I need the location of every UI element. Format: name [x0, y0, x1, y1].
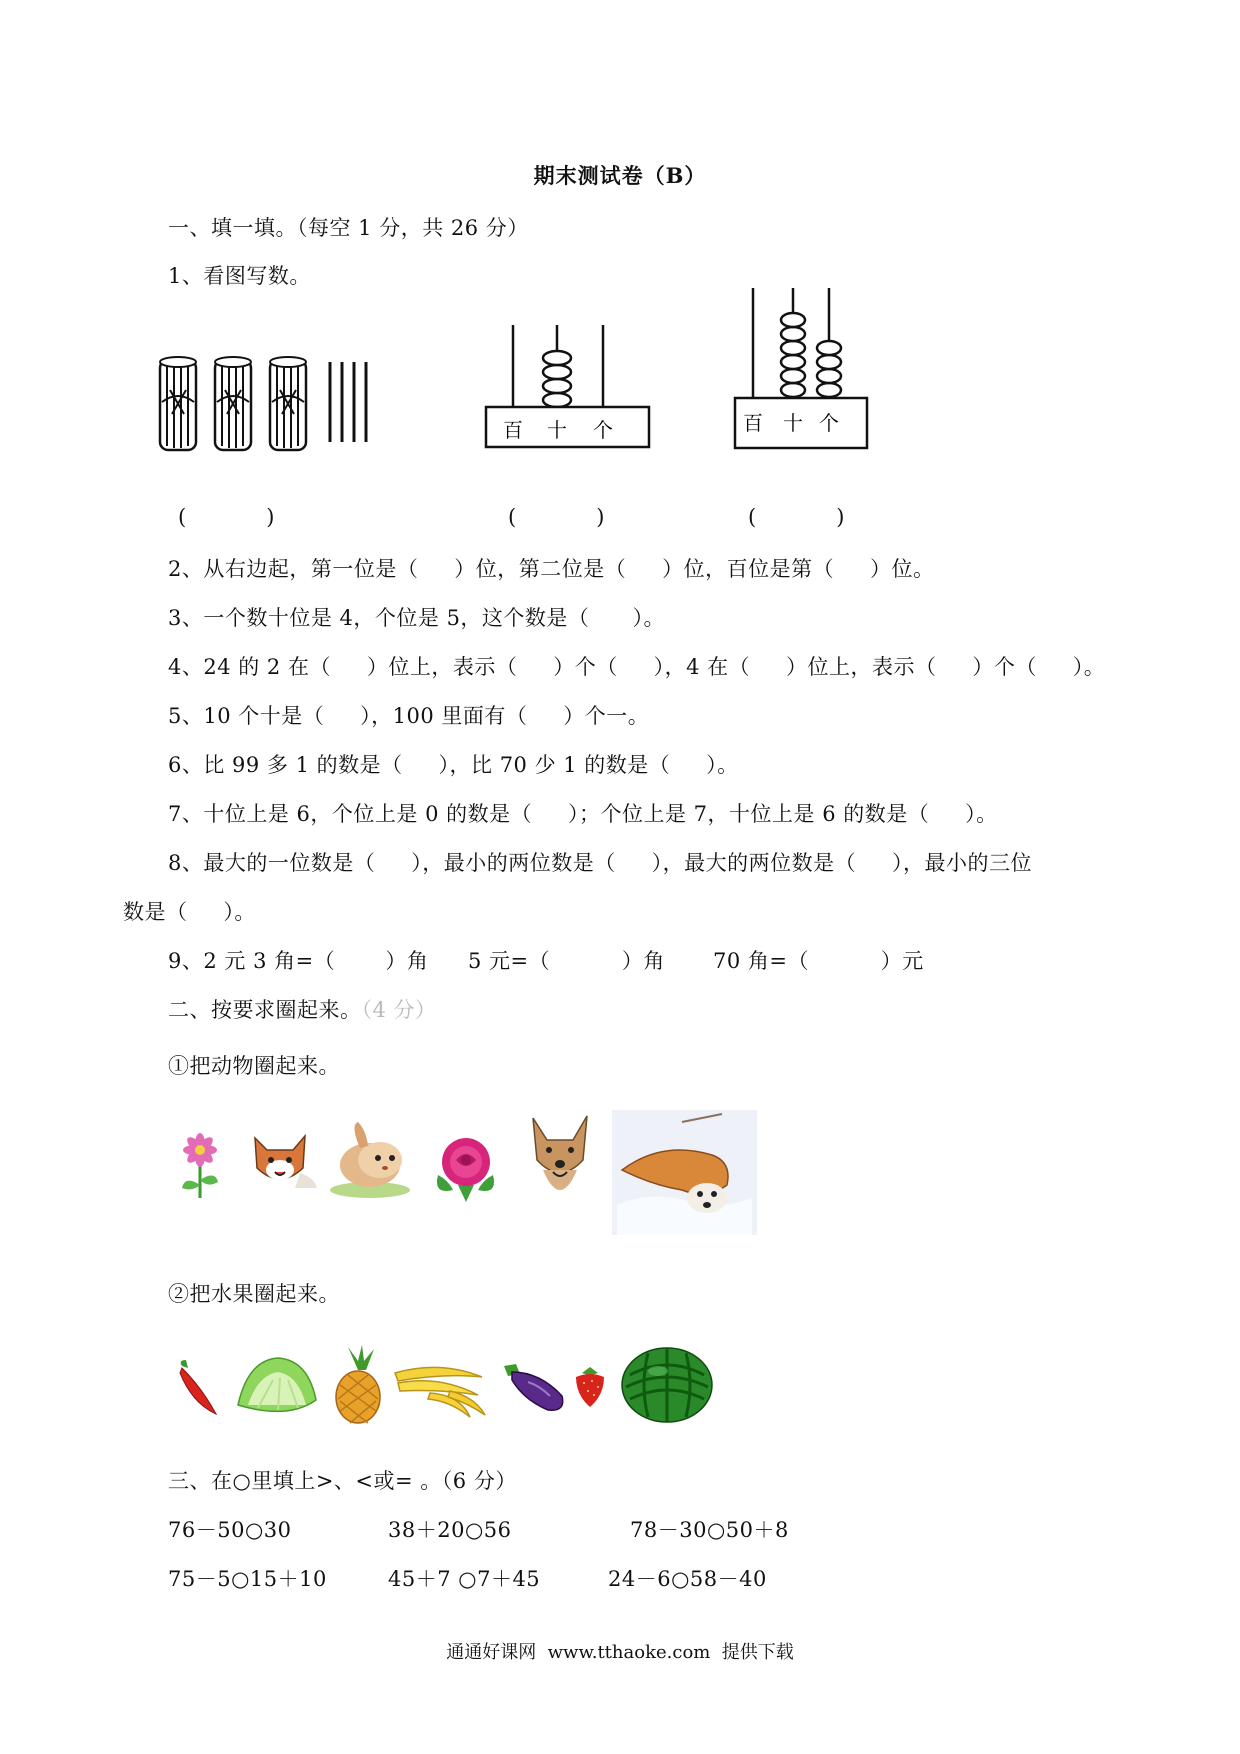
strawberry-icon	[570, 1365, 610, 1410]
abacus1-label-hundreds: 百	[503, 418, 523, 442]
answer-blank-1: ( )	[178, 505, 275, 529]
chili-pepper-icon	[172, 1358, 222, 1418]
dog-icon	[525, 1110, 595, 1210]
rose-icon	[428, 1130, 503, 1205]
abacus2-label-ones: 个	[819, 411, 839, 435]
question-1: 1、看图写数。	[168, 264, 311, 288]
question-9a: 9、2 元 3 角=（ ）角	[168, 949, 429, 973]
section2-title: 二、按要求圈起来。	[168, 998, 362, 1022]
stick-bundle-2	[215, 357, 251, 450]
page-footer: 通通好课网 www.tthaoke.com 提供下载	[446, 1642, 794, 1663]
watermelon-icon	[620, 1345, 715, 1425]
rabbit-icon	[320, 1120, 415, 1200]
compare-2-1: 75－5○15＋10	[168, 1567, 327, 1591]
pineapple-icon	[328, 1345, 388, 1425]
compare-2-2: 45＋7 ○7＋45	[388, 1567, 541, 1591]
question-9c: 70 角=（ ）元	[713, 949, 924, 973]
abacus2-label-tens: 十	[783, 411, 803, 435]
question-3: 3、一个数十位是 4，个位是 5，这个数是（ ）。	[168, 606, 665, 630]
compare-1-1: 76－50○30	[168, 1518, 292, 1542]
compare-1-3: 78－30○50＋8	[630, 1518, 789, 1542]
cabbage-icon	[228, 1350, 323, 1422]
section2-heading	[168, 994, 437, 1024]
stick-bundle-3	[270, 357, 306, 450]
abacus1-label-ones: 个	[593, 418, 613, 442]
abacus-figure-1	[480, 315, 655, 455]
question-6: 6、比 99 多 1 的数是（ ），比 70 少 1 的数是（ ）。	[168, 753, 739, 777]
question-4: 4、24 的 2 在（ ）位上，表示（ ）个（ ），4 在（ ）位上，表示（ ）个（ ）。	[168, 655, 1106, 679]
abacus1-tens-beads	[543, 351, 571, 407]
question-8-line2: 数是（ ）。	[123, 900, 256, 924]
section2-sub1: ①把动物圈起来。	[168, 1054, 340, 1078]
question-5: 5、10 个十是（ ），100 里面有（ ）个一。	[168, 704, 650, 728]
question-2: 2、从右边起，第一位是（ ）位，第二位是（ ）位，百位是第（ ）位。	[168, 557, 935, 581]
banana-icon	[390, 1355, 490, 1420]
abacus1-label-tens: 十	[547, 418, 567, 442]
question-8-line1: 8、最大的一位数是（ ），最小的两位数是（ ），最大的两位数是（ ），最小的三位	[168, 851, 1032, 875]
question-7: 7、十位上是 6，个位上是 0 的数是（ ）；个位上是 7，十位上是 6 的数是（ ）。	[168, 802, 998, 826]
single-sticks	[330, 362, 366, 442]
compare-1-2: 38＋20○56	[388, 1518, 512, 1542]
cat-icon	[245, 1128, 320, 1193]
abacus2-tens-beads	[781, 313, 805, 397]
page-title: 期末测试卷（B）	[533, 163, 707, 188]
abacus2-label-hundreds: 百	[743, 411, 763, 435]
flower-icon	[170, 1130, 230, 1200]
answer-blank-2: ( )	[508, 505, 605, 529]
eggplant-icon	[500, 1360, 570, 1415]
compare-2-3: 24－6○58－40	[608, 1567, 767, 1591]
abacus2-ones-beads	[817, 341, 841, 397]
stick-bundles-figure	[150, 350, 400, 460]
section3-heading: 三、在○里填上>、<或= 。（6 分）	[168, 1469, 517, 1493]
stick-bundle-1	[160, 357, 196, 450]
ferret-icon	[612, 1110, 757, 1235]
section2-score: （4 分）	[361, 998, 437, 1022]
section2-sub2: ②把水果圈起来。	[168, 1282, 340, 1306]
abacus-figure-2	[725, 280, 875, 455]
section1-heading: 一、填一填。（每空 1 分，共 26 分）	[168, 216, 529, 240]
answer-blank-3: ( )	[748, 505, 845, 529]
question-9b: 5 元=（ ）角	[468, 949, 665, 973]
